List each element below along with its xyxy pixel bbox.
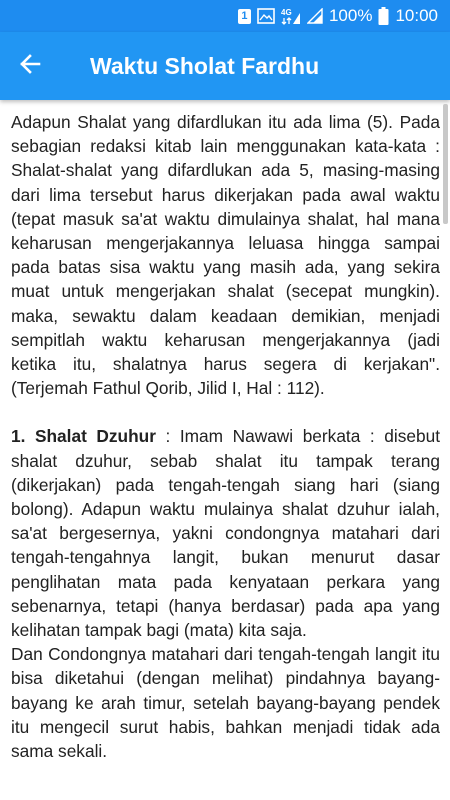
network-type-label: 4G xyxy=(280,8,292,17)
paragraph-gap xyxy=(11,400,440,424)
battery-icon xyxy=(378,7,389,25)
intro-paragraph: Adapun Shalat yang difardlukan itu ada lima (5). Pada sebagian redaksi kitab lain menggunakan kata-kata : Shalat-shalat yang difardlukan ada 5, masing-masing dari lima tersebut harus dikerjakan pada awal waktu (tepat masuk sa'at waktu dimulainya shalat, hal mana keharusan mengerjakannya leluasa hingga sampai pada batas sisa waktu yang masih ada, yang sekira muat untuk mengerjakan shalat (secepat mungkin). maka, sewaktu dalam keadaan demikian, menjadi sempitlah waktu keharusan mengerjakannya (jadi ketika itu, shalatnya harus segera di kerjakan". (Terjemah Fathul Qorib, Jilid I, Hal : 112). xyxy=(11,112,440,399)
page-title: Waktu Sholat Fardhu xyxy=(90,52,320,79)
battery-percent: 100% xyxy=(328,6,373,25)
section-dzuhur-paragraph xyxy=(11,424,440,642)
article-body xyxy=(0,100,450,763)
scrollbar[interactable] xyxy=(443,104,448,224)
status-time: 10:00 xyxy=(395,6,438,25)
section-dzuhur-paragraph-2: Dan Condongnya matahari dari tengah-tengah langit itu bisa diketahui (dengan melihat) pindahnya bayang-bayang ke arah timur, setelah bayang-bayang pendek itu mengecil surut habis, bahkan menjadi tidak ada sama sekali. xyxy=(11,644,440,762)
notification-badge-icon: 1 xyxy=(238,9,251,24)
back-button[interactable] xyxy=(0,32,60,100)
section-dzuhur-text: : Imam Nawawi berkata : disebut shalat dzuhur, sebab shalat itu tampak terang (dikerjakan) pada tengah-tengah siang hari (siang bolong). Adapun waktu mulainya shalat dzuhur ialah, sa'at bergesernya, yakni condongnya matahari dari tengah-tengahnya langit, bukan menurut dasar penglihatan mata pada kenyataan perkara yang sebenarnya, tetapi (hanya berdasar) pada apa yang kelihatan tampak bagi (mata) kita saja. xyxy=(11,426,440,641)
app-bar xyxy=(0,32,450,100)
image-icon xyxy=(257,8,275,24)
article-scroll-view[interactable] xyxy=(0,100,450,800)
section-dzuhur-heading: 1. Shalat Dzuhur xyxy=(11,426,156,447)
signal-icon xyxy=(307,8,323,24)
status-bar xyxy=(0,0,450,32)
mobile-data-icon xyxy=(281,7,301,25)
arrow-left-icon xyxy=(19,53,41,80)
